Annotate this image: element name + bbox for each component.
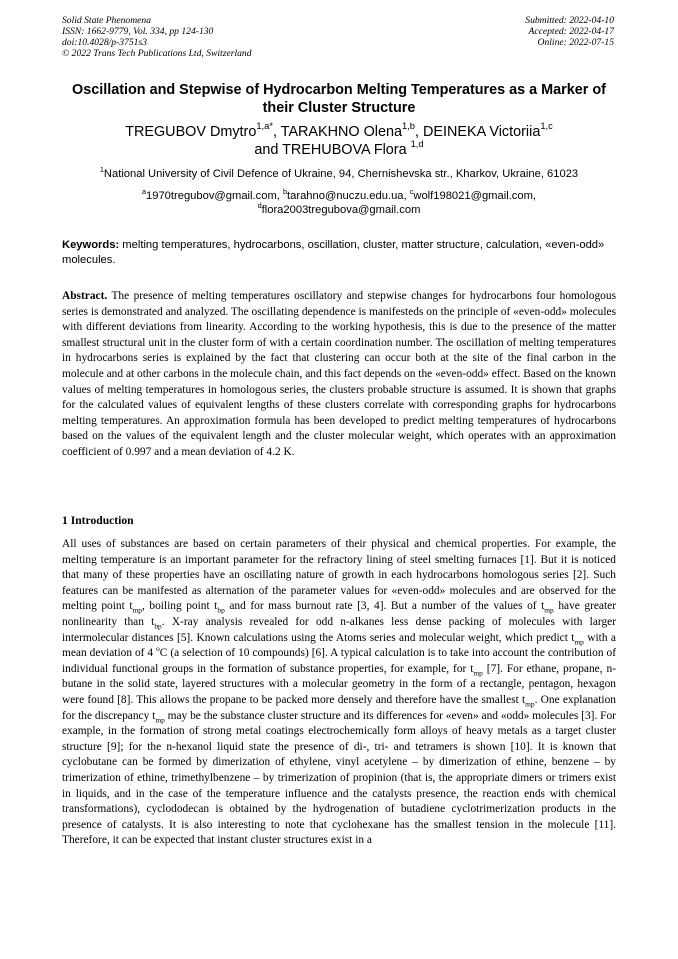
journal-doi[interactable]: doi:10.4028/p-3751s3 [62, 37, 148, 48]
text-run: mp [132, 605, 142, 615]
accepted-date: Accepted: 2022-04-17 [528, 26, 614, 37]
introduction-body [62, 537, 616, 849]
text-run: mp [574, 636, 584, 646]
affiliation: $^1$National University of Civil Defence of Ukraine, 94, Chernishevska str., Kharkov, Ukraine, 61023 [99, 164, 579, 180]
text-run: . One explanation for the discrepancy t [62, 693, 616, 722]
text-run: may be the substance cluster structure and its differences for «even» and «odd» molecules [3]. For example, in the formation of strong metal coatings electrochemically form alloys of heavy metals as a target cluster structure [9]; for the n-hexanol liquid state the presence of di-, tri- and tetramers is shown [10]. It is known that cyclobutane can be formed by dimerization of ethylene, vinyl acetylene – by dimerization of ethine, benzene – by trimerization of ethine, trimethylbenzene – by trimerization of propinion (that is, the appropriate dimers or trimers exist in liquids, and in the case of the temperature influence and the catalysts presence, the reaction ends with chemical transformations), cyclododecan is obtained by the hydrogenation of butadiene cyclotrimerization products in the presence of catalysts. It is also interesting to note that cyclohexane has the smallest tension in the molecule [11]. Therefore, it can be expected that instant cluster structures exist in a [62, 709, 616, 847]
journal-issn: ISSN: 1662-9779, Vol. 334, pp 124-130 [62, 26, 214, 37]
text-run: bp [154, 621, 162, 631]
email-link[interactable]: $^d$flora2003tregubova@gmail.com [257, 200, 421, 216]
journal-info [62, 15, 252, 59]
online-date: Online: 2022-07-15 [537, 37, 614, 48]
keywords [62, 238, 616, 268]
section-heading: 1 Introduction [62, 514, 134, 527]
journal-copyright: © 2022 Trans Tech Publications Ltd, Switzerland [62, 48, 252, 59]
introduction-paragraph [62, 537, 616, 849]
keywords-text: melting temperatures, hydrocarbons, oscillation, cluster, matter structure, calculation, «even-odd» molecules. [62, 239, 605, 266]
text-run: with a mean deviation of 4 [62, 631, 616, 660]
publication-dates [525, 15, 614, 48]
abstract-text: The presence of melting temperatures oscillatory and stepwise changes for hydrocarbons four homologous series is demonstrated and analyzed. The oscillating dependence is manifesteds on the principle of «even-odd» molecules with different deviations from linearity. According to the working hypothesis, this is due to the presence of the matter smallest structural unit in the cluster form of with a certain coordination number. The oscillation of melting temperatures in hydrocarbons series is explained by the fact that clustering can occur both at the site of the final carbon in the molecule and at other carbons in the molecule chain, and this fact depends on the «even-odd» effect. Based on the known values of melting temperatures in homologous series, the clusters probable structure is assumed. It is shown that graphs for the calculated values of equivalent lengths of these clusters correlate with corresponding graphs for hydrocarbons melting temperatures. An approximation formula has been developed to predict melting temperatures of hydrocarbons based on the values of the equivalent length and the cluster molecular weight, which operates with an approximation coefficient of 0.997 and a mean deviation of 4.2 K. [62, 290, 616, 458]
text-run: mp [544, 605, 554, 615]
author: TARAKHNO Olena$^{1,b}$, [280, 121, 424, 140]
email-link[interactable]: $^b$tarahno@nuczu.edu.ua, [282, 186, 410, 202]
text-run: . X-ray analysis revealed for odd n-alkanes less dense packing of molecules with larger intermolecular distances [5]. Known calculations using the Atoms series and molecular weight, which predict t [62, 615, 617, 644]
text-run: mp [155, 714, 165, 724]
journal-name: Solid State Phenomena [62, 15, 151, 26]
email-link[interactable]: $^c$wolf198021@gmail.com, [409, 186, 537, 202]
author: DEINEKA Victoriia$^{1,c}$ [423, 121, 553, 140]
text-run: mp [525, 699, 535, 709]
paper-title: Oscillation and Stepwise of Hydrocarbon Melting Temperatures as a Marker of their Cluster Structure [72, 82, 606, 116]
text-run: All uses of substances are based on certain parameters of their physical and chemical properties. For example, the melting temperature is an important parameter for the refractory lining of steel smelting furnaces [1]. But it is noticed that many of these properties have an oscillating nature of growth in each hydrocarbons homologous series [2]. Such features can be manifested as alternation of the parameter values for «even-odd» molecules and are observed for the melting point t [62, 538, 616, 613]
text-run: mp [473, 668, 483, 678]
author-list [62, 123, 616, 159]
text-run: [7]. For ethane, propane, n-butane in the solid state, layered structures with a molecular geometry in the form of a rectangle, pentagon, hexagon were found [8]. This allows the propane to be packed more densely and therefore have the smallest t [62, 662, 616, 706]
text-run: , boiling point t [141, 600, 218, 613]
text-run: C (a selection of 10 compounds) [6]. A typical calculation is to take into account the contribution of individual functional groups in the formation of substance properties, for example, for t [62, 647, 616, 675]
abstract [62, 289, 616, 461]
email-link[interactable]: $^a$1970tregubov@gmail.com, [141, 186, 283, 202]
submitted-date: Submitted: 2022-04-10 [525, 15, 614, 26]
text-run: and for mass burnout rate [3, 4]. But a number of the values of t [224, 600, 545, 613]
author-emails [62, 186, 616, 217]
author: TREGUBOV Dmytro$^{1,a*}$, [125, 121, 281, 140]
keywords-label: Keywords: [62, 239, 120, 251]
text-run: have greater nonlinearity than t [62, 600, 616, 628]
author: and TREHUBOVA Flora $^{1,d}$ [254, 139, 424, 158]
text-run: o [156, 643, 160, 653]
abstract-label: Abstract. [62, 290, 108, 302]
text-run: bp [217, 605, 225, 615]
